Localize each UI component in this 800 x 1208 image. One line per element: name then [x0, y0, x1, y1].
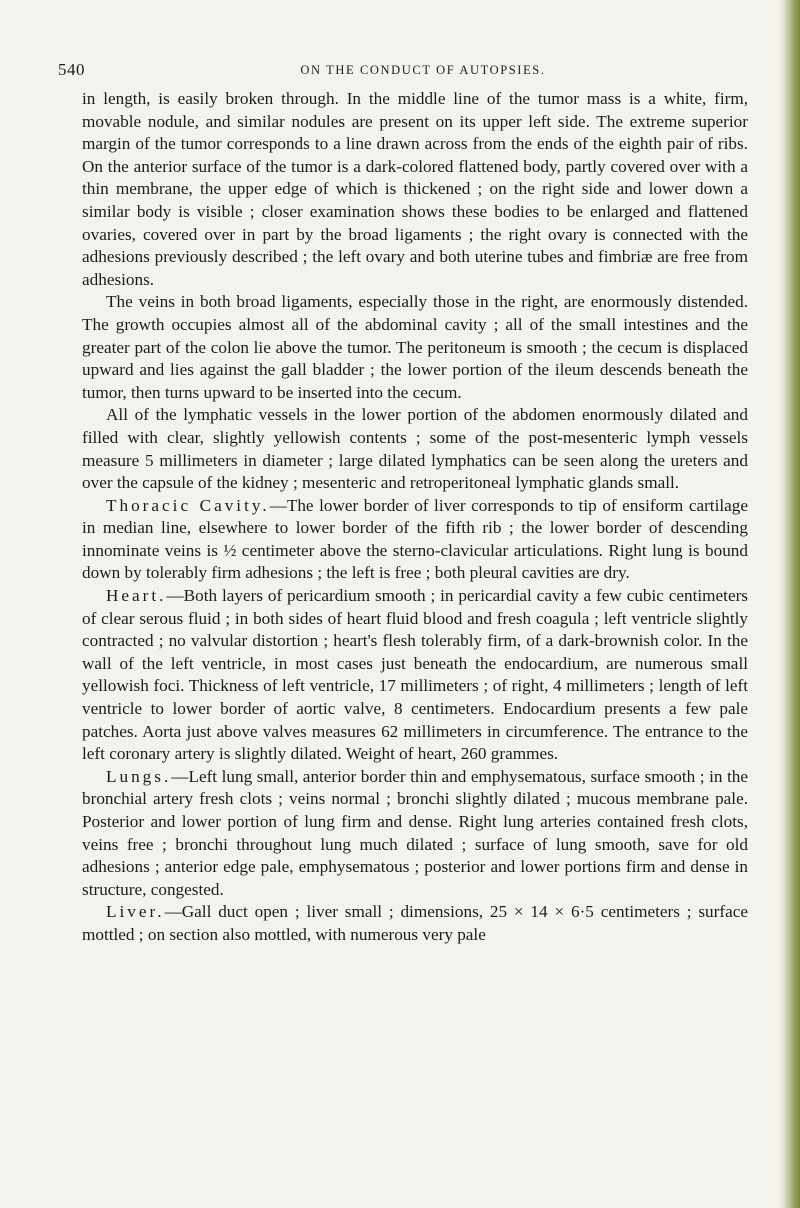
page-number: 540 — [58, 60, 85, 79]
paragraph-text: —Left lung small, anterior border thin and emphysematous, surface smooth ; in the bronchial artery fresh clots ; veins normal ; bronchi slightly dilated ; mucous membrane pale. Posterior and lower portion of lung firm and dense. Right lung arteries contained fresh clots, veins free ; bronchi throughout lung much dilated ; surface of lung smooth, save for old adhesions ; anterior edge pale, emphysematous ; posterior and lower portions firm and dense in structure, congested. — [82, 766, 748, 899]
section-heading: Liver. — [106, 902, 165, 922]
paragraph-text: All of the lymphatic vessels in the lower portion of the abdomen enormously dilated and filled with clear, slightly yellowish contents ; some of the post-mesenteric lymph vessels measure 5 millimeters in diameter ; large dilated lymphatics can be seen along the ureters and over the capsule of the kidney ; mesenteric and retroperitoneal lymphatic glands small. — [82, 405, 748, 493]
paragraph — [82, 495, 748, 585]
paragraph — [82, 766, 748, 902]
paragraph — [82, 88, 748, 291]
paragraph-text: —Both layers of pericardium smooth ; in pericardial cavity a few cubic centimeters of clear serous fluid ; in both sides of heart fluid blood and fresh coagula ; left ventricle slightly contracted ; no valvular distortion ; heart's flesh tolerably firm, of a dark-brownish color. In the wall of the left ventricle, in most cases just beneath the endocardium, are numerous small yellowish foci. Thickness of left ventricle, 17 millimeters ; of right, 4 millimeters ; length of left ventricle to lower border of aortic valve, 8 centimeters. Endocardium presents a few pale patches. Aorta just above valves measures 62 millimeters in circumference. The entrance to the left coronary artery is slightly dilated. Weight of heart, 260 grammes. — [82, 586, 748, 764]
paragraph-text: —The lower border of liver corresponds to tip of ensiform cartilage in median line, elsewhere to lower border of the fifth rib ; the lower border of descending innominate veins is ½ centimeter above the sterno-clavicular articulations. Right lung is bound down by tolerably firm adhesions ; the left is free ; both pleural cavities are dry. — [82, 495, 748, 583]
paragraph — [82, 404, 748, 494]
page-header — [58, 60, 748, 82]
paragraph — [82, 291, 748, 404]
paragraph-text: The veins in both broad ligaments, especially those in the right, are enormously distended. The growth occupies almost all of the abdominal cavity ; all of the small intestines and the greater part of the colon lie above the tumor. The peritoneum is smooth ; the cecum is displaced upward and lies against the gall bladder ; the lower portion of the ileum descends beneath the tumor, then turns upward to be inserted into the cecum. — [82, 292, 748, 402]
paragraph-text: in length, is easily broken through. In the middle line of the tumor mass is a white, firm, movable nodule, and similar nodules are present on its upper left side. The extreme superior margin of the tumor corresponds to a line drawn across from the ends of the eighth pair of ribs. On the anterior surface of the tumor is a dark-colored flattened body, partly covered over with a thin membrane, the upper edge of which is thickened ; on the right side and lower down a similar body is visible ; closer examination shows these bodies to be enlarged and flattened ovaries, covered over in part by the broad ligaments ; the right ovary is connected with the adhesions previously described ; the left ovary and both uterine tubes and fimbriæ are free from adhesions. — [82, 89, 748, 289]
paragraph-text: —Gall duct open ; liver small ; dimensions, 25 × 14 × 6·5 centimeters ; surface mottled ; on section also mottled, with numerous very pale — [82, 902, 748, 944]
page-edge — [778, 0, 800, 1208]
section-heading: Lungs. — [106, 766, 172, 786]
section-heading: Heart. — [106, 586, 167, 606]
paragraph — [82, 901, 748, 946]
section-heading: Thoracic Cavity. — [106, 495, 270, 515]
paragraph — [82, 585, 748, 766]
running-head: ON THE CONDUCT OF AUTOPSIES. — [300, 63, 546, 77]
body-text — [82, 88, 748, 947]
